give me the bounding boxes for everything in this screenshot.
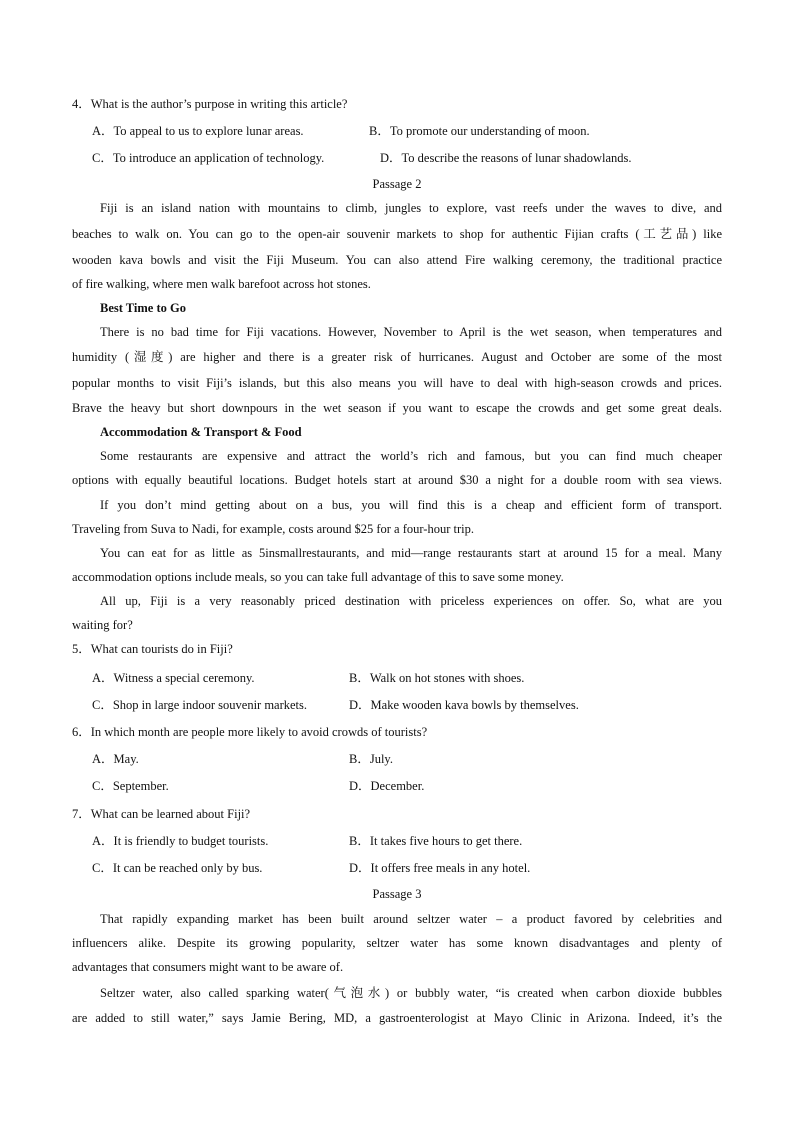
passage-2-line: of fire walking, where men walk barefoot across hot stones. <box>72 277 371 291</box>
passage-2-line: If you don’t mind getting about on a bus, you will find this is a cheap and efficient form of transport. <box>100 498 722 512</box>
passage-2-line: humidity (湿度) are higher and there is a greater risk of hurricanes. August and October are some of the most <box>72 350 722 364</box>
passage-2-line: Some restaurants are expensive and attract the world’s rich and famous, but you can find much cheaper <box>100 449 722 463</box>
passage-2-line: accommodation options include meals, so you can take full advantage of this to save some money. <box>72 570 564 584</box>
q5-options-row-1 <box>92 670 722 686</box>
q5-options-row-2 <box>92 697 722 713</box>
passage-2-line: waiting for? <box>72 618 133 632</box>
question-4: 4．What is the author’s purpose in writing this article? <box>72 97 348 111</box>
q4-option-b[interactable]: B．To promote our understanding of moon. <box>369 124 590 138</box>
passage-2-line: There is no bad time for Fiji vacations. However, November to April is the wet season, when temperatures and <box>100 325 722 339</box>
q6-option-a[interactable]: A．May. <box>92 752 139 766</box>
passage-3-line: are added to still water,” says Jamie Bering, MD, a gastroenterologist at Mayo Clinic in Arizona. Indeed, it’s the <box>72 1011 722 1025</box>
passage-2-title: Passage 2 <box>372 177 422 191</box>
heading-accommodation: Accommodation & Transport & Food <box>100 425 302 439</box>
passage-3-line: That rapidly expanding market has been built around seltzer water – a product favored by celebrities and <box>100 912 722 926</box>
q5-option-c[interactable]: C．Shop in large indoor souvenir markets. <box>92 698 308 712</box>
q6-options-row-2 <box>92 778 722 794</box>
q5-option-a[interactable]: A．Witness a special ceremony. <box>92 671 255 685</box>
q4-option-d[interactable]: D．To describe the reasons of lunar shadowlands. <box>380 151 632 165</box>
q7-option-b[interactable]: B．It takes five hours to get there. <box>349 834 523 848</box>
passage-3-line: advantages that consumers might want to be aware of. <box>72 960 344 974</box>
passage-3-line: influencers alike. Despite its growing popularity, seltzer water has some known disadvantages and plenty of <box>72 936 722 950</box>
passage-2-line: Traveling from Suva to Nadi, for example, costs around $25 for a four-hour trip. <box>72 522 474 536</box>
question-6: 6．In which month are people more likely to avoid crowds of tourists? <box>72 725 428 739</box>
passage-2-line: All up, Fiji is a very reasonably priced destination with priceless experiences on offer. So, what are you <box>100 594 722 608</box>
heading-best-time: Best Time to Go <box>100 301 186 315</box>
q6-option-b[interactable]: B．July. <box>349 752 393 766</box>
q6-option-d[interactable]: D．December. <box>349 779 425 793</box>
q4-option-c[interactable]: C．To introduce an application of technology. <box>92 151 325 165</box>
question-5: 5．What can tourists do in Fiji? <box>72 642 233 656</box>
passage-3-line: Seltzer water, also called sparking water(气泡水) or bubbly water, “is created when carbon dioxide bubbles <box>100 986 722 1000</box>
q6-options-row-1 <box>92 751 722 767</box>
passage-2-line: Fiji is an island nation with mountains to climb, jungles to explore, vast reefs under the waves to dive, and <box>100 201 722 215</box>
q7-option-a[interactable]: A．It is friendly to budget tourists. <box>92 834 269 848</box>
q4-option-a[interactable]: A．To appeal to us to explore lunar areas. <box>92 124 304 138</box>
q7-option-c[interactable]: C．It can be reached only by bus. <box>92 861 263 875</box>
q5-option-d[interactable]: D．Make wooden kava bowls by themselves. <box>349 698 579 712</box>
q7-options-row-1 <box>92 833 722 849</box>
q4-options-row-2 <box>92 150 722 166</box>
passage-2-line: You can eat for as little as 5insmallrestaurants, and mid—range restaurants start at around 15 for a meal. Many <box>100 546 722 560</box>
passage-2-line: popular months to visit Fiji’s islands, but this also means you will have to deal with high-season crowds and prices. <box>72 376 722 390</box>
passage-2-line: Brave the heavy but short downpours in the wet season if you want to escape the crowds and get some great deals. <box>72 401 722 415</box>
q6-option-c[interactable]: C．September. <box>92 779 169 793</box>
question-7: 7．What can be learned about Fiji? <box>72 807 251 821</box>
passage-2-line: options with equally beautiful locations. Budget hotels start at around $30 a night for a double room with sea views. <box>72 473 722 487</box>
passage-2-line: beaches to walk on. You can go to the open-air souvenir markets to shop for authentic Fijian crafts (工艺品) like <box>72 227 722 241</box>
passage-2-line: wooden kava bowls and visit the Fiji Museum. You can also attend Fire walking ceremony, the traditional practice <box>72 253 722 267</box>
q7-option-d[interactable]: D．It offers free meals in any hotel. <box>349 861 531 875</box>
passage-3-title: Passage 3 <box>372 887 422 901</box>
q7-options-row-2 <box>92 860 722 876</box>
q4-options-row-1 <box>92 123 722 139</box>
q5-option-b[interactable]: B．Walk on hot stones with shoes. <box>349 671 525 685</box>
